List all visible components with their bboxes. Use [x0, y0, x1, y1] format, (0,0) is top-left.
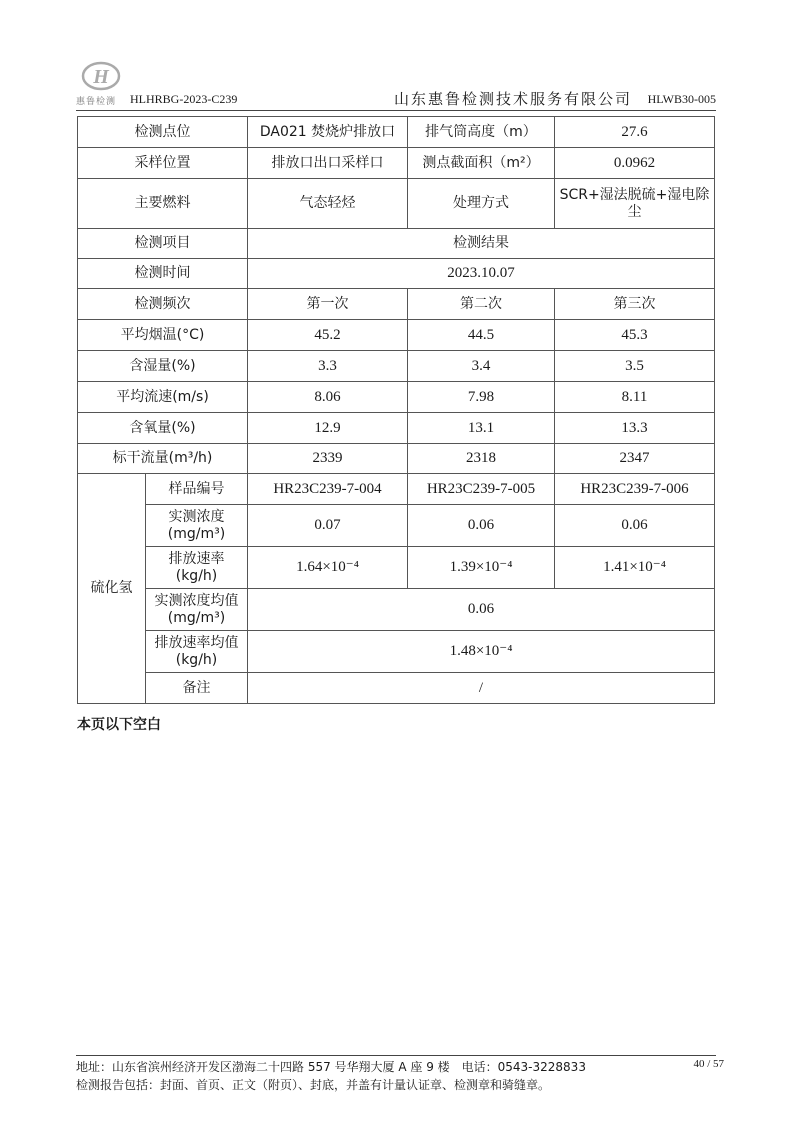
table-row — [78, 259, 715, 289]
param-label: 平均流速(m/s) — [78, 382, 248, 413]
freq-cell: 第一次 — [248, 289, 408, 320]
param-value: 3.3 — [248, 351, 408, 382]
rate-value: 1.64×10⁻⁴ — [248, 547, 408, 589]
param-label: 含湿量(%) — [78, 351, 248, 382]
table-row — [78, 289, 715, 320]
param-value: 2347 — [555, 444, 715, 474]
table-row — [78, 117, 715, 148]
info-label: 主要燃料 — [78, 179, 248, 229]
result-label: 检测结果 — [248, 229, 715, 259]
info-value: 0.0962 — [555, 148, 715, 179]
table-row — [78, 444, 715, 474]
param-value: 3.4 — [408, 351, 555, 382]
sample-label: 样品编号 — [146, 474, 248, 505]
param-value: 8.06 — [248, 382, 408, 413]
table-row — [78, 382, 715, 413]
freq-cell: 第二次 — [408, 289, 555, 320]
remark-label: 备注 — [146, 673, 248, 704]
sample-id: HR23C239-7-006 — [555, 474, 715, 505]
rate-value: 1.41×10⁻⁴ — [555, 547, 715, 589]
param-value: 45.2 — [248, 320, 408, 351]
table-row — [78, 673, 715, 704]
param-value: 3.5 — [555, 351, 715, 382]
info-label: 检测点位 — [78, 117, 248, 148]
form-number: HLWB30-005 — [647, 92, 716, 106]
conc-label: 实测浓度(mg/m³) — [146, 505, 248, 547]
footer-address: 地址：山东省滨州经济开发区渤海二十四路 557 号华翔大厦 A 座 9 楼 电话：0543-3228833 — [76, 1060, 586, 1074]
table-row — [78, 547, 715, 589]
freq-cell: 第三次 — [555, 289, 715, 320]
table-row — [78, 351, 715, 382]
page-header — [76, 60, 716, 111]
param-value: 13.1 — [408, 413, 555, 444]
table-row — [78, 505, 715, 547]
info-value: 气态轻烃 — [248, 179, 408, 229]
param-value: 45.3 — [555, 320, 715, 351]
param-value: 7.98 — [408, 382, 555, 413]
param-label: 标干流量(m³/h) — [78, 444, 248, 474]
table-row — [78, 179, 715, 229]
info-value: DA021 焚烧炉排放口 — [248, 117, 408, 148]
footer-note: 检测报告包括：封面、首页、正文（附页）、封底，并盖有计量认证章、检测章和骑缝章。 — [76, 1078, 551, 1092]
table-row — [78, 589, 715, 631]
time-label: 检测时间 — [78, 259, 248, 289]
param-value: 13.3 — [555, 413, 715, 444]
table-row — [78, 631, 715, 673]
freq-label: 检测频次 — [78, 289, 248, 320]
avg-conc-label: 实测浓度均值(mg/m³) — [146, 589, 248, 631]
pollutant-label: 硫化氢 — [78, 474, 146, 704]
avg-rate-value: 1.48×10⁻⁴ — [248, 631, 715, 673]
info-value: SCR+湿法脱硫+湿电除尘 — [555, 179, 715, 229]
logo-text: 惠鲁检测 — [76, 97, 117, 107]
table-row — [78, 320, 715, 351]
table-row — [78, 474, 715, 505]
param-label: 平均烟温(°C) — [78, 320, 248, 351]
table-row — [78, 148, 715, 179]
info-label: 处理方式 — [408, 179, 555, 229]
time-value: 2023.10.07 — [248, 259, 715, 289]
blank-below-note: 本页以下空白 — [77, 717, 161, 733]
info-value: 27.6 — [555, 117, 715, 148]
avg-rate-label: 排放速率均值(kg/h) — [146, 631, 248, 673]
param-value: 2339 — [248, 444, 408, 474]
sample-id: HR23C239-7-004 — [248, 474, 408, 505]
param-label: 含氧量(%) — [78, 413, 248, 444]
info-label: 测点截面积（m²） — [408, 148, 555, 179]
table-row — [78, 413, 715, 444]
param-value: 2318 — [408, 444, 555, 474]
param-value: 44.5 — [408, 320, 555, 351]
company-name: 山东惠鲁检测技术服务有限公司 — [393, 90, 632, 108]
info-label: 采样位置 — [78, 148, 248, 179]
param-value: 12.9 — [248, 413, 408, 444]
remark-value: / — [248, 673, 715, 704]
item-label: 检测项目 — [78, 229, 248, 259]
sample-id: HR23C239-7-005 — [408, 474, 555, 505]
footer-divider — [76, 1055, 716, 1056]
conc-value: 0.07 — [248, 505, 408, 547]
table-row — [78, 229, 715, 259]
svg-text:H: H — [93, 66, 109, 88]
avg-conc-value: 0.06 — [248, 589, 715, 631]
info-value: 排放口出口采样口 — [248, 148, 408, 179]
rate-value: 1.39×10⁻⁴ — [408, 547, 555, 589]
page-number: 40 / 57 — [693, 1058, 724, 1070]
rate-label: 排放速率(kg/h) — [146, 547, 248, 589]
conc-value: 0.06 — [555, 505, 715, 547]
report-number: HLHRBG-2023-C239 — [130, 92, 238, 106]
param-value: 8.11 — [555, 382, 715, 413]
info-label: 排气筒高度（m） — [408, 117, 555, 148]
conc-value: 0.06 — [408, 505, 555, 547]
results-table — [77, 116, 715, 704]
